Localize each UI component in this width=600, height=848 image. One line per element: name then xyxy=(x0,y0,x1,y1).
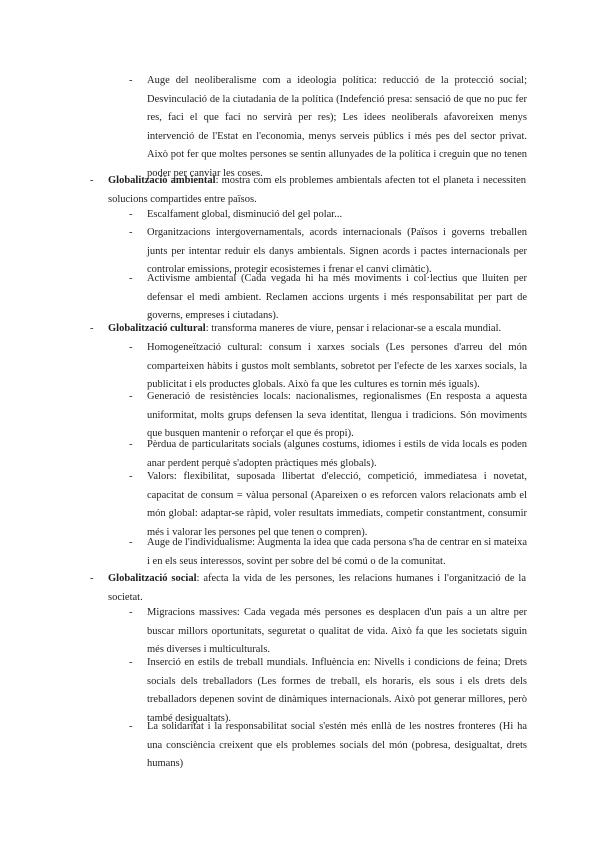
section-intro: : mostra com els problemes ambientals afecten tot el planeta i necessiten solucions compartides entre països. xyxy=(108,175,526,205)
bullet-dash: - xyxy=(90,175,94,186)
list-item xyxy=(129,604,527,660)
list-item xyxy=(129,534,527,571)
item-text: Auge del neoliberalisme com a ideologia política: reducció de la protecció social; Desvinculació de la ciutadania de la política (Indefenció presa: sensació de que no puc fer res, faci el que faci no servirà per res); Les idees neoliberals afavoreixen menys intervenció de l'Estat en l'economia, menys serveis públics i més pes del sector privat. Això pot fer que moltes persones se sentin allunyades de la política i creguin que no tenen poder per canviar les coses. xyxy=(147,75,527,179)
item-text: Auge de l'individualisme: Augmenta la idea que cada persona s'ha de centrar en si mateixa i en els seus interessos, sovint per sobre del bé comú o de la comunitat. xyxy=(147,537,527,567)
section-social xyxy=(90,570,526,607)
bullet-dash: - xyxy=(90,573,94,584)
bullet-dash: - xyxy=(129,537,133,548)
bullet-dash: - xyxy=(129,607,133,618)
bullet-dash: - xyxy=(90,323,94,334)
list-item xyxy=(129,468,527,542)
bullet-dash: - xyxy=(129,227,133,238)
section-heading: Globalització cultural xyxy=(108,323,206,334)
list-item xyxy=(129,718,527,774)
item-text: Inserció en estils de treball mundials. Influència en: Nivells i condicions de feina; Drets socials dels treballadors (Les formes de treball, els horaris, els sous i els drets dels treballadors depenen sovint de dinàmiques internacionals. Això pot generar millores, però també desigualtats). xyxy=(147,657,527,724)
item-text: Generació de resistències locals: nacionalismes, regionalismes (En resposta a aquesta uniformitat, molts grups defensen la seva identitat, llengua i tradicions. Són moviments que busquen mantenir o reforçar el que és propi). xyxy=(147,391,527,440)
item-text: Valors: flexibilitat, suposada llibertat d'elecció, competició, immediatesa i novetat, capacitat de consum = vàlua personal (Apareixen o es reforcen valors relacionats amb el món global: adaptar-se ràpid, voler resultats immediats, competir constantment, consumir més i valorar les persones pel que tenen o compren). xyxy=(147,471,527,538)
bullet-dash: - xyxy=(129,342,133,353)
item-text: Pèrdua de particularitats socials (algunes costums, idiomes i estils de vida locals es poden anar perdent perquè s'adopten pràctiques més globals). xyxy=(147,439,527,469)
section-intro: : transforma maneres de viure, pensar i relacionar-se a escala mundial. xyxy=(205,323,502,334)
list-item xyxy=(129,72,527,184)
bullet-dash: - xyxy=(129,273,133,284)
bullet-dash: - xyxy=(129,75,133,86)
item-text: Organitzacions intergovernamentals, acords internacionals (Països i governs treballen junts per intentar reduir els danys ambientals. Signen acords i pactes internacionals per controlar emissions, protegir ecosistemes i frenar el canvi climàtic). xyxy=(147,227,527,276)
bullet-dash: - xyxy=(129,471,133,482)
list-item xyxy=(129,339,527,395)
bullet-dash: - xyxy=(129,209,133,220)
section-intro: : afecta la vida de les persones, les relacions humanes i l'organització de la societat. xyxy=(108,573,526,603)
item-text: Homogeneïtzació cultural: consum i xarxes socials (Les persones d'arreu del món comparteixen hàbits i gustos molt semblants, sobretot per l'efecte de les xarxes socials, la publicitat i els productes globals. Això fa que les cultures es tornin més iguals). xyxy=(147,342,527,391)
section-heading: Globalització social xyxy=(108,573,197,584)
list-item xyxy=(129,206,527,225)
bullet-dash: - xyxy=(129,439,133,450)
section-cultural xyxy=(90,320,526,339)
item-text: Migracions massives: Cada vegada més persones es desplacen d'un país a un altre per buscar millors oportunitats, seguretat o qualitat de vida. Això fa que les societats siguin més diverses i multiculturals. xyxy=(147,607,527,656)
item-text: Escalfament global, disminució del gel polar... xyxy=(147,209,343,220)
bullet-dash: - xyxy=(129,657,133,668)
item-text: Activisme ambiental (Cada vegada hi ha més moviments i col·lectius que lluiten per defensar el medi ambient. Reclamen accions urgents i més responsabilitat per part de governs, empreses i ciutadans). xyxy=(147,273,527,322)
bullet-dash: - xyxy=(129,721,133,732)
section-environmental xyxy=(90,172,526,209)
section-heading: Globalització ambiental xyxy=(108,175,216,186)
item-text: La solidaritat i la responsabilitat social s'estén més enllà de les nostres fronteres (Hi ha una consciència creixent que els problemes socials del món (pobresa, desigualtat, drets humans) xyxy=(147,721,527,770)
list-item xyxy=(129,270,527,326)
bullet-dash: - xyxy=(129,391,133,402)
